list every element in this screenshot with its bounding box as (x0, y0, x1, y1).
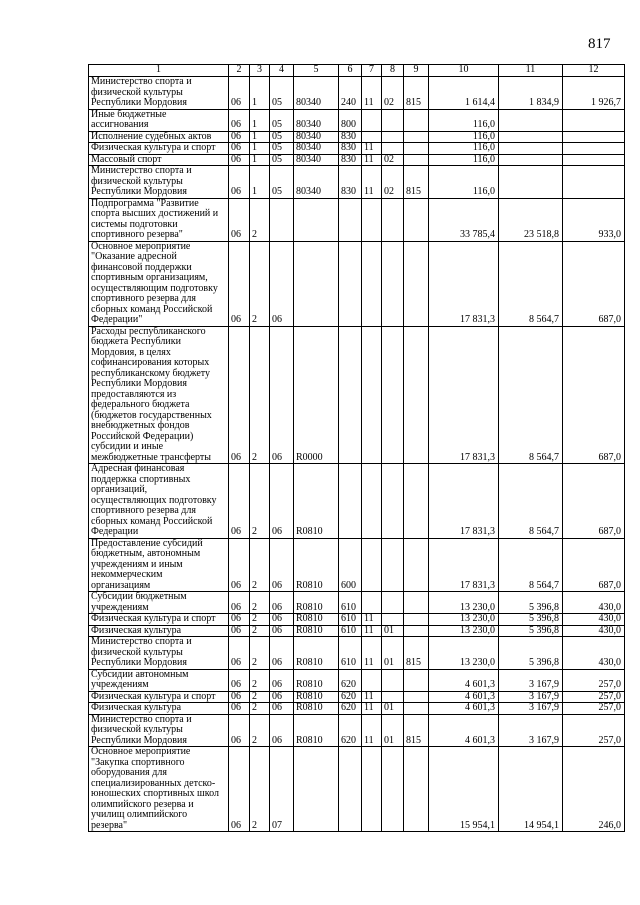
cell-col-11: 8 564,7 (499, 538, 563, 592)
cell-col-12 (563, 166, 625, 199)
cell-col-9: 815 (404, 166, 429, 199)
cell-col-12 (563, 143, 625, 155)
cell-col-9 (404, 625, 429, 637)
cell-col-11: 3 167,9 (499, 669, 563, 691)
cell-col-8 (382, 241, 404, 326)
table-row (89, 241, 625, 326)
cell-col-2: 06 (229, 714, 250, 747)
row-name-cell: Физическая культура и спорт (89, 691, 229, 703)
cell-col-2: 06 (229, 109, 250, 131)
cell-col-6 (339, 464, 362, 539)
cell-col-6: 620 (339, 703, 362, 715)
cell-col-5 (294, 241, 339, 326)
cell-col-11: 3 167,9 (499, 714, 563, 747)
cell-col-3: 2 (250, 637, 270, 670)
row-name-cell: Министерство спорта и физической культуры Республики Мордовия (89, 166, 229, 199)
cell-col-9 (404, 614, 429, 626)
cell-col-6: 610 (339, 637, 362, 670)
row-name-cell: Массовый спорт (89, 154, 229, 166)
cell-col-3: 2 (250, 691, 270, 703)
table-row (89, 166, 625, 199)
cell-col-11 (499, 154, 563, 166)
cell-col-10: 4 601,3 (429, 714, 499, 747)
cell-col-2: 06 (229, 166, 250, 199)
cell-col-3: 2 (250, 538, 270, 592)
cell-col-10: 116,0 (429, 109, 499, 131)
col-header: 9 (404, 65, 429, 77)
cell-col-10: 17 831,3 (429, 538, 499, 592)
cell-col-10: 116,0 (429, 131, 499, 143)
cell-col-10: 4 601,3 (429, 691, 499, 703)
cell-col-7: 11 (362, 703, 382, 715)
row-name-cell: Предоставление субсидий бюджетным, автономным учреждениям и иным некоммерческим организациям (89, 538, 229, 592)
cell-col-3: 1 (250, 154, 270, 166)
cell-col-3: 2 (250, 464, 270, 539)
cell-col-9 (404, 143, 429, 155)
cell-col-4: 05 (270, 143, 294, 155)
col-header: 8 (382, 65, 404, 77)
table-row (89, 131, 625, 143)
cell-col-7 (362, 131, 382, 143)
cell-col-12: 933,0 (563, 198, 625, 241)
table-row (89, 625, 625, 637)
cell-col-7: 11 (362, 614, 382, 626)
row-name-cell: Иные бюджетные ассигнования (89, 109, 229, 131)
col-header: 11 (499, 65, 563, 77)
cell-col-11: 3 167,9 (499, 691, 563, 703)
cell-col-2: 06 (229, 131, 250, 143)
cell-col-10: 116,0 (429, 154, 499, 166)
cell-col-2: 06 (229, 703, 250, 715)
col-header: 12 (563, 65, 625, 77)
cell-col-12: 430,0 (563, 625, 625, 637)
cell-col-4: 06 (270, 614, 294, 626)
cell-col-7 (362, 241, 382, 326)
cell-col-12: 1 926,7 (563, 77, 625, 110)
cell-col-5: R0810 (294, 625, 339, 637)
cell-col-9 (404, 464, 429, 539)
cell-col-6: 240 (339, 77, 362, 110)
cell-col-11: 3 167,9 (499, 703, 563, 715)
cell-col-12: 257,0 (563, 669, 625, 691)
cell-col-8: 02 (382, 166, 404, 199)
row-name-cell: Исполнение судебных актов (89, 131, 229, 143)
cell-col-11 (499, 131, 563, 143)
row-name-cell: Адресная финансовая поддержка спортивных организаций, осуществляющих подготовку спортивного резерва для сборных команд Российской Федерации (89, 464, 229, 539)
cell-col-7: 11 (362, 637, 382, 670)
table-row (89, 464, 625, 539)
row-name-cell: Основное мероприятие "Оказание адресной финансовой поддержки спортивным организациям, осуществляющим подготовку спортивного резерва для сборных команд Российской Федерации" (89, 241, 229, 326)
table-row (89, 109, 625, 131)
col-header: 2 (229, 65, 250, 77)
budget-table (88, 64, 625, 832)
cell-col-10: 13 230,0 (429, 614, 499, 626)
cell-col-3: 2 (250, 625, 270, 637)
col-header: 7 (362, 65, 382, 77)
row-name-cell: Министерство спорта и физической культуры Республики Мордовия (89, 714, 229, 747)
cell-col-5 (294, 198, 339, 241)
cell-col-9 (404, 326, 429, 464)
cell-col-7 (362, 198, 382, 241)
cell-col-2: 06 (229, 747, 250, 832)
cell-col-11: 5 396,8 (499, 592, 563, 614)
cell-col-11: 8 564,7 (499, 326, 563, 464)
cell-col-4: 06 (270, 592, 294, 614)
cell-col-2: 06 (229, 154, 250, 166)
cell-col-12: 257,0 (563, 691, 625, 703)
cell-col-11 (499, 109, 563, 131)
cell-col-10: 13 230,0 (429, 625, 499, 637)
cell-col-6: 610 (339, 625, 362, 637)
cell-col-9 (404, 198, 429, 241)
cell-col-6: 600 (339, 538, 362, 592)
col-header: 5 (294, 65, 339, 77)
cell-col-6: 620 (339, 714, 362, 747)
cell-col-2: 06 (229, 637, 250, 670)
cell-col-5: R0810 (294, 592, 339, 614)
cell-col-4: 05 (270, 131, 294, 143)
cell-col-8 (382, 691, 404, 703)
cell-col-11: 23 518,8 (499, 198, 563, 241)
cell-col-2: 06 (229, 326, 250, 464)
cell-col-7 (362, 326, 382, 464)
cell-col-2: 06 (229, 241, 250, 326)
cell-col-8 (382, 109, 404, 131)
cell-col-11: 14 954,1 (499, 747, 563, 832)
cell-col-5: R0810 (294, 637, 339, 670)
cell-col-3: 2 (250, 592, 270, 614)
row-name-cell: Физическая культура и спорт (89, 143, 229, 155)
cell-col-4: 06 (270, 703, 294, 715)
cell-col-7 (362, 747, 382, 832)
cell-col-8: 01 (382, 703, 404, 715)
cell-col-6: 610 (339, 592, 362, 614)
table-row (89, 691, 625, 703)
cell-col-2: 06 (229, 538, 250, 592)
cell-col-12: 246,0 (563, 747, 625, 832)
cell-col-11: 5 396,8 (499, 614, 563, 626)
cell-col-4: 05 (270, 166, 294, 199)
cell-col-8 (382, 143, 404, 155)
cell-col-2: 06 (229, 464, 250, 539)
cell-col-7 (362, 669, 382, 691)
cell-col-8: 02 (382, 154, 404, 166)
cell-col-6: 800 (339, 109, 362, 131)
cell-col-5: R0810 (294, 691, 339, 703)
cell-col-10: 4 601,3 (429, 669, 499, 691)
cell-col-3: 1 (250, 166, 270, 199)
cell-col-10: 17 831,3 (429, 326, 499, 464)
cell-col-6: 610 (339, 614, 362, 626)
cell-col-7: 11 (362, 714, 382, 747)
cell-col-3: 2 (250, 614, 270, 626)
cell-col-4: 06 (270, 669, 294, 691)
cell-col-11: 8 564,7 (499, 241, 563, 326)
cell-col-9 (404, 747, 429, 832)
cell-col-4 (270, 198, 294, 241)
cell-col-8 (382, 326, 404, 464)
table-row (89, 614, 625, 626)
cell-col-12: 687,0 (563, 538, 625, 592)
cell-col-5: 80340 (294, 154, 339, 166)
cell-col-7: 11 (362, 691, 382, 703)
cell-col-7: 11 (362, 143, 382, 155)
cell-col-5: 80340 (294, 166, 339, 199)
cell-col-4: 05 (270, 109, 294, 131)
cell-col-12: 257,0 (563, 714, 625, 747)
cell-col-6 (339, 326, 362, 464)
cell-col-3: 1 (250, 77, 270, 110)
cell-col-8 (382, 198, 404, 241)
row-name-cell: Подпрограмма "Развитие спорта высших достижений и системы подготовки спортивного резерва" (89, 198, 229, 241)
cell-col-5: R0810 (294, 669, 339, 691)
cell-col-12: 257,0 (563, 703, 625, 715)
row-name-cell: Министерство спорта и физической культуры Республики Мордовия (89, 637, 229, 670)
col-header: 4 (270, 65, 294, 77)
cell-col-7 (362, 538, 382, 592)
cell-col-8 (382, 669, 404, 691)
cell-col-9 (404, 154, 429, 166)
cell-col-2: 06 (229, 198, 250, 241)
cell-col-12: 430,0 (563, 592, 625, 614)
cell-col-11 (499, 166, 563, 199)
cell-col-5: R0810 (294, 464, 339, 539)
cell-col-7 (362, 464, 382, 539)
cell-col-9: 815 (404, 637, 429, 670)
cell-col-10: 1 614,4 (429, 77, 499, 110)
cell-col-6: 830 (339, 166, 362, 199)
cell-col-6: 620 (339, 669, 362, 691)
row-name-cell: Субсидии автономным учреждениям (89, 669, 229, 691)
cell-col-9 (404, 669, 429, 691)
table-row (89, 538, 625, 592)
table-row (89, 77, 625, 110)
cell-col-5 (294, 747, 339, 832)
cell-col-7: 11 (362, 154, 382, 166)
cell-col-2: 06 (229, 592, 250, 614)
cell-col-4: 06 (270, 625, 294, 637)
cell-col-4: 06 (270, 691, 294, 703)
cell-col-6: 830 (339, 143, 362, 155)
cell-col-11 (499, 143, 563, 155)
cell-col-8 (382, 614, 404, 626)
cell-col-8 (382, 538, 404, 592)
cell-col-11: 5 396,8 (499, 625, 563, 637)
table-row (89, 637, 625, 670)
cell-col-2: 06 (229, 625, 250, 637)
cell-col-4: 05 (270, 154, 294, 166)
cell-col-10: 13 230,0 (429, 592, 499, 614)
cell-col-6 (339, 241, 362, 326)
col-header: 6 (339, 65, 362, 77)
col-header: 10 (429, 65, 499, 77)
cell-col-3: 2 (250, 747, 270, 832)
cell-col-5: 80340 (294, 131, 339, 143)
row-name-cell: Физическая культура (89, 625, 229, 637)
row-name-cell: Физическая культура и спорт (89, 614, 229, 626)
cell-col-10: 13 230,0 (429, 637, 499, 670)
row-name-cell: Субсидии бюджетным учреждениям (89, 592, 229, 614)
cell-col-6: 830 (339, 154, 362, 166)
cell-col-4: 06 (270, 326, 294, 464)
cell-col-5: 80340 (294, 77, 339, 110)
table-row (89, 592, 625, 614)
page-number: 817 (588, 36, 611, 52)
cell-col-9 (404, 592, 429, 614)
cell-col-10: 4 601,3 (429, 703, 499, 715)
cell-col-5: R0810 (294, 703, 339, 715)
cell-col-5: 80340 (294, 109, 339, 131)
cell-col-7: 11 (362, 625, 382, 637)
cell-col-6: 830 (339, 131, 362, 143)
cell-col-3: 1 (250, 131, 270, 143)
cell-col-5: R0810 (294, 614, 339, 626)
cell-col-10: 116,0 (429, 143, 499, 155)
cell-col-8 (382, 131, 404, 143)
cell-col-8: 01 (382, 714, 404, 747)
table-row (89, 143, 625, 155)
cell-col-4: 05 (270, 77, 294, 110)
cell-col-5: R0810 (294, 538, 339, 592)
row-name-cell: Физическая культура (89, 703, 229, 715)
cell-col-8 (382, 592, 404, 614)
cell-col-6 (339, 198, 362, 241)
cell-col-4: 06 (270, 637, 294, 670)
cell-col-3: 1 (250, 143, 270, 155)
cell-col-12: 687,0 (563, 241, 625, 326)
cell-col-2: 06 (229, 669, 250, 691)
cell-col-8: 01 (382, 637, 404, 670)
cell-col-5: 80340 (294, 143, 339, 155)
cell-col-12 (563, 131, 625, 143)
table-row (89, 198, 625, 241)
table-row (89, 326, 625, 464)
cell-col-7: 11 (362, 77, 382, 110)
cell-col-7 (362, 109, 382, 131)
cell-col-9 (404, 241, 429, 326)
cell-col-4: 06 (270, 538, 294, 592)
cell-col-9 (404, 691, 429, 703)
table-row (89, 714, 625, 747)
cell-col-2: 06 (229, 691, 250, 703)
cell-col-10: 17 831,3 (429, 241, 499, 326)
cell-col-11: 1 834,9 (499, 77, 563, 110)
col-header: 3 (250, 65, 270, 77)
cell-col-10: 116,0 (429, 166, 499, 199)
cell-col-7 (362, 592, 382, 614)
cell-col-2: 06 (229, 143, 250, 155)
cell-col-4: 07 (270, 747, 294, 832)
row-name-cell: Основное мероприятие "Закупка спортивного оборудования для специализированных детско- юношеских спортивных школ олимпийского резерва и училищ олимпийского резерва" (89, 747, 229, 832)
cell-col-6 (339, 747, 362, 832)
table-row (89, 747, 625, 832)
col-header: 1 (89, 65, 229, 77)
cell-col-11: 5 396,8 (499, 637, 563, 670)
cell-col-10: 15 954,1 (429, 747, 499, 832)
cell-col-3: 1 (250, 109, 270, 131)
cell-col-9: 815 (404, 77, 429, 110)
cell-col-2: 06 (229, 77, 250, 110)
cell-col-9: 815 (404, 714, 429, 747)
cell-col-5: R0000 (294, 326, 339, 464)
cell-col-11: 8 564,7 (499, 464, 563, 539)
cell-col-12: 430,0 (563, 637, 625, 670)
cell-col-5: R0810 (294, 714, 339, 747)
table-row (89, 669, 625, 691)
header-row (89, 65, 625, 77)
cell-col-8 (382, 747, 404, 832)
cell-col-9 (404, 131, 429, 143)
table-row (89, 703, 625, 715)
cell-col-3: 2 (250, 326, 270, 464)
cell-col-8: 01 (382, 625, 404, 637)
cell-col-10: 17 831,3 (429, 464, 499, 539)
row-name-cell: Министерство спорта и физической культуры Республики Мордовия (89, 77, 229, 110)
cell-col-4: 06 (270, 714, 294, 747)
cell-col-12: 430,0 (563, 614, 625, 626)
cell-col-3: 2 (250, 241, 270, 326)
cell-col-12 (563, 109, 625, 131)
cell-col-10: 33 785,4 (429, 198, 499, 241)
cell-col-8: 02 (382, 77, 404, 110)
cell-col-2: 06 (229, 614, 250, 626)
cell-col-8 (382, 464, 404, 539)
cell-col-3: 2 (250, 703, 270, 715)
cell-col-12: 687,0 (563, 464, 625, 539)
cell-col-12: 687,0 (563, 326, 625, 464)
row-name-cell: Расходы республиканского бюджета Республики Мордовия, в целях софинансирования которых республиканскому бюджету Республики Мордовия предоставляются из федерального бюджета (бюджетов государственных внебюджетных фондов Российской Федерации) субсидии и иные межбюджетные трансферты (89, 326, 229, 464)
cell-col-3: 2 (250, 198, 270, 241)
cell-col-9 (404, 109, 429, 131)
cell-col-9 (404, 538, 429, 592)
table-row (89, 154, 625, 166)
cell-col-6: 620 (339, 691, 362, 703)
cell-col-12 (563, 154, 625, 166)
cell-col-3: 2 (250, 669, 270, 691)
cell-col-4: 06 (270, 241, 294, 326)
cell-col-9 (404, 703, 429, 715)
cell-col-4: 06 (270, 464, 294, 539)
cell-col-3: 2 (250, 714, 270, 747)
cell-col-7: 11 (362, 166, 382, 199)
